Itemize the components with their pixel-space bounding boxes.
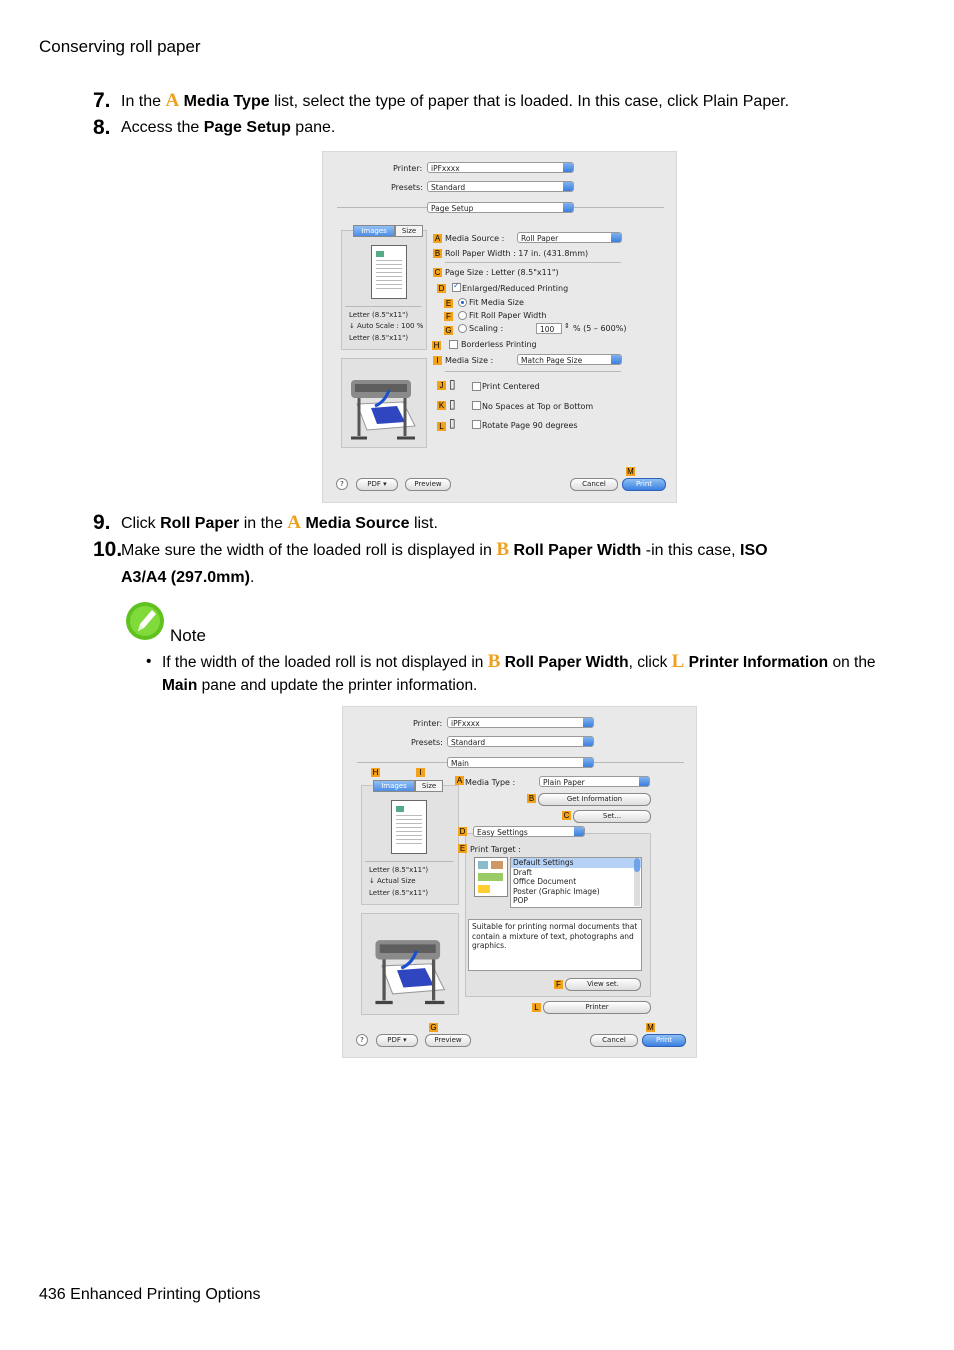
down-arrow-icon: ↓ [349, 322, 355, 330]
callout-label-l: L [532, 1003, 541, 1012]
preview-button[interactable]: Preview [425, 1034, 471, 1047]
scaling-input[interactable]: 100 [536, 323, 562, 334]
print-button[interactable]: Print [622, 478, 666, 491]
cancel-button[interactable]: Cancel [570, 478, 618, 491]
main-pane-dialog-screenshot: Printer: iPFxxxx Presets: Standard Main H I Images Size Letter (8.5"x11") ↓ Actual Size Letter (8.5"x11") A Media Type : Plain Paper B Get Information C Set... D Easy Settings E Print Target : Default Settings Draft Office Document Poster (Graphic Image) POP Suitable for printing normal documents that contain a mixture of text, photographs and graphics. F View set. L Printer G M ? PDF ▾ Preview Cancel Print [342, 706, 697, 1058]
help-button[interactable]: ? [336, 478, 348, 490]
callout-label-l: L [437, 422, 446, 431]
page-thumbnail [371, 245, 407, 299]
down-arrow-icon: ↓ [369, 877, 375, 885]
printer-illustration-icon [345, 368, 423, 442]
pane-popup[interactable]: Main [447, 757, 594, 768]
list-item[interactable]: Office Document [513, 877, 577, 886]
callout-letter: B [496, 539, 510, 560]
callout-label-f: F [444, 312, 453, 321]
printer-info-button[interactable]: Printer [543, 1001, 651, 1014]
callout-label-j: J [437, 381, 446, 390]
callout-label-b: B [528, 794, 535, 803]
callout-label-h: H [372, 768, 379, 777]
cancel-button[interactable]: Cancel [590, 1034, 638, 1047]
list-item[interactable]: Default Settings [511, 858, 641, 868]
callout-label-e: E [459, 844, 466, 853]
print-centered-checkbox[interactable] [472, 382, 481, 391]
callout-label-d: D [438, 284, 445, 293]
callout-label-b: B [434, 249, 441, 258]
page-size: Page Size : Letter (8.5"x11") [445, 268, 559, 277]
tab-size[interactable]: Size [415, 780, 443, 792]
pane-popup[interactable]: Page Setup [427, 202, 574, 213]
fit-media-radio[interactable] [458, 298, 467, 307]
print-target-list[interactable] [510, 857, 642, 908]
rotate-checkbox[interactable] [472, 420, 481, 429]
pdf-button[interactable]: PDF ▾ [376, 1034, 418, 1047]
page-icon: ▯ [449, 377, 456, 391]
callout-label-i: I [416, 768, 425, 777]
callout-letter: L [671, 651, 685, 672]
help-button[interactable]: ? [356, 1034, 368, 1046]
easy-settings-popup[interactable]: Easy Settings [473, 826, 585, 837]
list-scrollbar[interactable] [634, 858, 640, 906]
running-header: Conserving roll paper [39, 37, 201, 56]
printer-popup[interactable]: iPFxxxx [427, 162, 574, 173]
printer-illustration-icon [369, 927, 453, 1007]
preview-tabs [353, 225, 423, 236]
media-size-popup[interactable]: Match Page Size [517, 354, 622, 365]
callout-letter: B [487, 651, 501, 672]
scaling-radio[interactable] [458, 324, 467, 333]
get-information-button[interactable]: Get Information [538, 793, 651, 806]
callout-label-a: A [434, 234, 441, 243]
callout-label-k: K [438, 401, 445, 410]
list-item[interactable]: POP [513, 896, 528, 905]
callout-letter: A [165, 90, 180, 111]
media-type-popup[interactable]: Plain Paper [539, 776, 650, 787]
callout-label-m: M [627, 467, 634, 476]
pdf-button[interactable]: PDF ▾ [356, 478, 398, 491]
step-number: 10. [93, 538, 123, 561]
roll-paper-width: Roll Paper Width : 17 in. (431.8mm) [445, 249, 589, 258]
callout-label-i: I [433, 356, 442, 365]
stepper-icon[interactable]: ⇕ [564, 322, 570, 330]
step-number: 7. [93, 89, 111, 112]
step-number: 8. [93, 116, 111, 139]
page-thumbnail [391, 800, 427, 854]
presets-popup[interactable]: Standard [427, 181, 574, 192]
tab-images[interactable]: Images [373, 780, 415, 792]
media-source-popup[interactable]: Roll Paper [517, 232, 622, 243]
enlarged-checkbox[interactable]: ✓ [453, 281, 460, 290]
step-number: 9. [93, 511, 111, 534]
callout-label-d: D [459, 827, 466, 836]
step-8: 8. Access the Page Setup pane. [93, 116, 336, 139]
note-label: Note [170, 626, 206, 645]
preview-button[interactable]: Preview [405, 478, 451, 491]
callout-label-g: G [445, 326, 452, 335]
callout-label-h: H [433, 341, 440, 350]
no-spaces-checkbox[interactable] [472, 401, 481, 410]
printer-popup[interactable]: iPFxxxx [447, 717, 594, 728]
note-pencil-icon [125, 601, 165, 641]
borderless-checkbox[interactable] [449, 340, 458, 349]
print-button[interactable]: Print [642, 1034, 686, 1047]
print-target-preview-icon [474, 857, 508, 897]
tab-images[interactable]: Images [353, 225, 395, 237]
callout-label-c: C [563, 811, 570, 820]
list-item[interactable]: Draft [513, 867, 532, 877]
callout-letter: A [287, 512, 302, 533]
page-icon: ▯ [449, 397, 456, 411]
callout-label-e: E [445, 299, 452, 308]
rotate-page-icon: ▯ [449, 416, 456, 430]
fit-roll-radio[interactable] [458, 311, 467, 320]
tab-size[interactable]: Size [395, 225, 423, 237]
page-footer: 436 Enhanced Printing Options [39, 1286, 261, 1303]
description-box: Suitable for printing normal documents that contain a mixture of text, photographs and graphics. [468, 919, 642, 971]
step-10: 10. Make sure the width of the loaded roll is displayed in B Roll Paper Width -in this case, ISO A3/A4 (297.0mm). [93, 538, 768, 586]
callout-label-c: C [434, 268, 441, 277]
step-9: 9. Click Roll Paper in the A Media Source list. [93, 511, 438, 534]
view-settings-button[interactable]: View set. [565, 978, 641, 991]
presets-popup[interactable]: Standard [447, 736, 594, 747]
step-7: 7. In the A Media Type list, select the type of paper that is loaded. In this case, click Plain Paper. [93, 89, 790, 112]
callout-label-f: F [554, 980, 563, 989]
page-setup-dialog-screenshot: Printer: iPFxxxx Presets: Standard Page Setup Images Size Letter (8.5"x11") ↓ Auto Scale : 100 % Letter (8.5"x11") A Media Source : Roll Paper B Roll Paper Width : 17 in. (431.8mm) C Page Size : Letter (8.5"x11") D ✓ Enlarged/Reduced Printing E Fit Media Size F Fit Roll Paper Width G Scaling : 100 ⇕ % (5 – 600%) H Borderless Printing I Media Size : Match Page Size J ▯ Print Centered K ▯ No Spaces at Top or Bottom L ▯ Rotate Page 90 degrees M ? PDF ▾ Preview Cancel Print [322, 151, 677, 503]
callout-label-g: G [430, 1023, 437, 1032]
callout-label-a: A [456, 776, 463, 785]
callout-label-m: M [647, 1023, 654, 1032]
preview-tabs [373, 780, 443, 791]
list-item[interactable]: Poster (Graphic Image) [513, 886, 600, 896]
set-button[interactable]: Set... [573, 810, 651, 823]
